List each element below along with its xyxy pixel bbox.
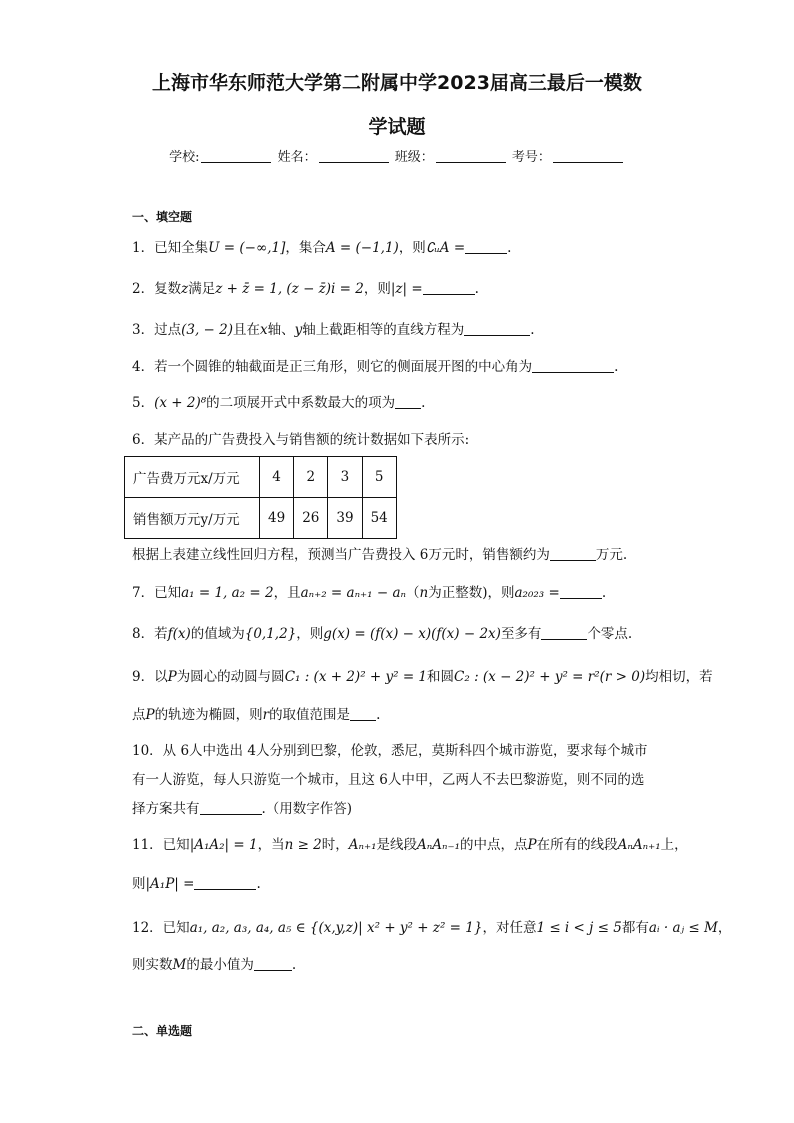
q9-line2-prefix: 点 [132,707,146,723]
q9-prefix: 9．以 [132,669,168,685]
q5-expr-binomial: (x + 2)⁸ [154,395,207,411]
q9-mid: 为圆心的动圆与圆 [176,669,285,685]
q3-prefix: 3．过点 [132,322,182,338]
exam-title-line1: 上海市华东师范大学第二附属中学2023届高三最后一模数 [152,72,642,94]
q11-prefix: 11．已知 [132,837,190,853]
table-cell: 2 [294,457,328,498]
question-5 [132,388,672,418]
class-label: 班级： [394,150,434,165]
q5-prefix: 5． [132,395,155,411]
q2-mid2: ，则 [363,281,391,297]
ad-sales-table [124,456,397,539]
q7-mid: ，且 [273,585,301,601]
q11-expr-segment2: AₙAₙ₊₁ [617,837,661,853]
q8-mid: 的值域为 [190,626,245,642]
q8-prefix: 8．若 [132,626,168,642]
q8-answer-blank [541,625,587,640]
q11-expr-point: Aₙ₊₁ [348,837,377,853]
q8-expr-range: {0,1,2} [244,626,297,642]
q3-answer-blank [464,321,530,336]
q7-prefix: 7．已知 [132,585,182,601]
q2-answer-blank [423,280,475,295]
q12-line2-end: . [291,957,297,973]
q12-m: M [172,957,187,973]
question-10-line1: 10．从 6人中选出 4人分别到巴黎，伦敦，悉尼，莫斯科四个城市游览，要求每个城市 [132,743,648,759]
q7-mid2: （ [406,585,420,601]
question-10-line3 [132,794,672,824]
q7-expr-initial: a₁ = 1, a₂ = 2 [181,585,274,601]
q12-expr-vectors: a₁, a₂, a₃, a₄, a₅ ∈ {(x,y,z)| x² + y² + z² = 1} [189,920,483,936]
table-cell: 49 [260,498,294,539]
q12-mid2: 都有 [621,920,649,936]
q10-answer-blank [200,800,262,815]
q4-end: . [614,359,619,375]
q11-expr-answer: |A₁P| = [145,876,195,892]
q7-end: . [601,585,607,601]
q7-expr-recurrence: aₙ₊₂ = aₙ₊₁ − aₙ [300,585,407,601]
exam-no-blank [553,162,623,163]
q11-line2-end: . [256,876,261,892]
q9-mid2: 和圆 [427,669,455,685]
table-cell: 3 [328,457,362,498]
question-7 [132,578,672,608]
q10-line3-end: .（用数字作答) [261,801,353,817]
q1-end: . [507,240,512,256]
q11-mid5: 在所有的线段 [536,837,618,853]
q12-line1-end: ， [717,920,732,936]
q12-line2-mid: 的最小值为 [186,957,254,973]
q7-expr-target: a₂₀₂₃ = [514,585,560,601]
table-cell: 4 [260,457,294,498]
class-blank [436,162,506,163]
q4-text: 4．若一个圆锥的轴截面是正三角形，则它的侧面展开图的中心角为 [132,359,533,375]
question-6-intro: 6．某产品的广告费投入与销售额的统计数据如下表所示: [132,432,470,448]
q6-after-end: 万元. [595,547,628,563]
q3-y: y [294,322,303,338]
q12-answer-blank [254,956,292,971]
table-row [125,457,397,498]
q9-line1-end: 均相切，若 [645,669,713,685]
q1-expr-a: A = (−1,1) [325,240,399,256]
q2-var-z: z [181,281,189,297]
question-3 [132,315,672,345]
q8-end: 个零点. [587,626,633,642]
q8-mid2: ，则 [296,626,324,642]
q7-mid3: 为正整数)，则 [428,585,515,601]
q12-line2-prefix: 则实数 [132,957,173,973]
section-single-choice: 二、单选题 [132,1024,193,1038]
q11-mid3: 是线段 [376,837,418,853]
question-12-line1 [132,913,732,943]
q8-expr-f: f(x) [167,626,191,642]
q3-mid: 且在 [233,322,260,338]
question-4 [132,352,672,382]
table-row-label: 销售额万元y/万元 [125,498,260,539]
q9-line2-mid2: 的取值范围是 [269,707,351,723]
q11-mid4: 的中点，点 [460,837,528,853]
q12-prefix: 12．已知 [132,920,190,936]
q9-r: r [262,707,270,723]
q5-mid: 的二项展开式中系数最大的项为 [206,395,396,411]
q11-expr-length: |A₁A₂| = 1 [189,837,258,853]
q2-end: . [474,281,479,297]
q9-p2: P [145,707,155,723]
q11-line1-end: 上， [660,837,688,853]
q9-expr-c1: C₁ : (x + 2)² + y² = 1 [284,669,428,685]
exam-no-label: 考号： [511,150,551,165]
q12-expr-index: 1 ≤ i < j ≤ 5 [536,920,622,936]
question-11-line1 [132,830,692,860]
q5-answer-blank [395,394,421,409]
student-info-line [0,146,794,165]
q1-answer-blank [465,239,507,254]
question-9-line1 [132,662,713,692]
q11-line2-prefix: 则 [132,876,146,892]
table-cell: 5 [362,457,396,498]
q3-mid3: 轴上截距相等的直线方程为 [302,322,465,338]
q2-prefix: 2．复数 [132,281,182,297]
q9-p: P [167,669,177,685]
question-9-line2 [132,700,672,730]
q11-expr-n: n ≥ 2 [284,837,322,853]
school-label: 学校: [169,150,200,165]
question-1 [132,233,672,263]
q9-answer-blank [350,706,376,721]
name-label: 姓名： [277,150,317,165]
name-blank [319,162,389,163]
table-cell: 39 [328,498,362,539]
q11-answer-blank [194,875,256,890]
q7-answer-blank [560,584,602,599]
q6-after: 根据上表建立线性回归方程，预测当广告费投入 6万元时，销售额约为 [132,547,550,563]
question-2 [132,274,672,304]
q4-answer-blank [532,358,614,373]
q11-p: P [527,837,537,853]
question-8 [132,619,672,649]
q12-mid: ，对任意 [482,920,537,936]
q8-mid3: 至多有 [500,626,542,642]
q11-mid2: 时， [321,837,349,853]
q7-n: n [419,585,429,601]
question-10-line2: 有一人游览，每人只游览一个城市，且这 6人中甲，乙两人不去巴黎游览，则不同的选 [132,772,645,788]
q3-x: x [260,322,268,338]
q1-expr-u: U = (−∞,1] [208,240,286,256]
q9-expr-c2: C₂ : (x − 2)² + y² = r²(r > 0) [454,669,646,685]
q1-expr-complement: ∁ᵤA = [425,240,466,256]
table-cell: 26 [294,498,328,539]
table-row-label: 广告费万元x/万元 [125,457,260,498]
q1-prefix: 1．已知全集 [132,240,209,256]
q3-end: . [530,322,535,338]
q3-expr-point: (3, − 2) [181,322,233,338]
table-cell: 54 [362,498,396,539]
q9-line2-end: . [376,707,381,723]
q10-line3-prefix: 择方案共有 [132,801,200,817]
q8-expr-g: g(x) = (f(x) − x)(f(x) − 2x) [323,626,501,642]
school-blank [201,162,271,163]
q5-end: . [421,395,426,411]
q6-answer-blank [550,546,596,561]
question-6-prompt [132,540,672,570]
q9-line2-mid: 的轨迹为椭圆，则 [154,707,263,723]
q1-mid: ，集合 [285,240,326,256]
exam-title-line2: 学试题 [368,116,426,138]
section-fill-blank: 一、填空题 [132,210,193,224]
q3-mid2: 轴、 [267,322,295,338]
q12-expr-dot: aᵢ · aⱼ ≤ M [648,920,718,936]
q2-expr-modulus: |z| = [390,281,423,297]
q2-expr-condition: z + z̄ = 1, (z − z̄)i = 2 [215,281,364,297]
question-12-line2 [132,950,672,980]
question-11-line2 [132,869,672,899]
q11-mid: ，当 [257,837,285,853]
q1-mid2: ，则 [398,240,426,256]
q2-mid: 满足 [188,281,216,297]
q11-expr-segment: AₙAₙ₋₁ [417,837,461,853]
table-row [125,498,397,539]
